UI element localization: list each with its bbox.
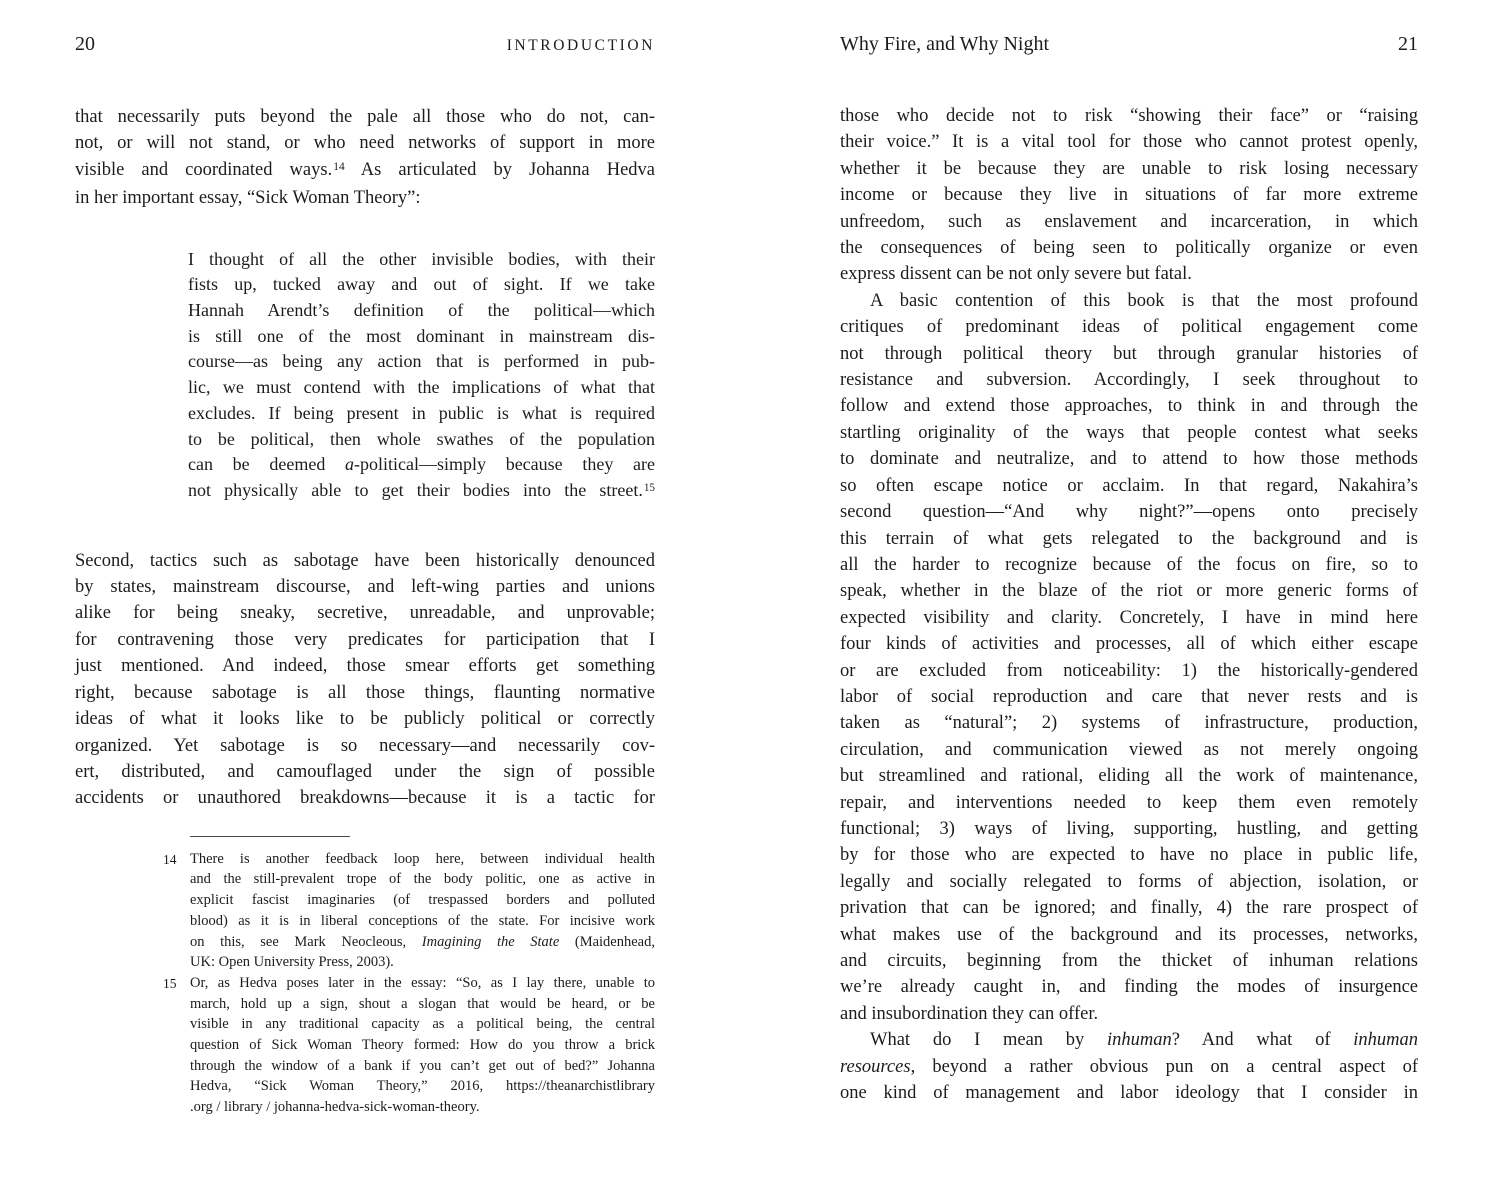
text-line: labor of social reproduction and care that never rests and is (840, 686, 1418, 707)
text-line: not physically able to get their bodies into the street.$^{15}$ (188, 479, 655, 500)
text-line: resources, beyond a rather obvious pun on a central aspect of (840, 1056, 1418, 1077)
footnote-14 (163, 849, 655, 973)
text-line: Or, as Hedva poses later in the essay: “So, as I lay there, unable to (190, 974, 655, 991)
text-line: by states, mainstream discourse, and left-wing parties and unions (75, 577, 655, 598)
footnote-number: 14 (163, 851, 177, 867)
text-line: course—as being any action that is performed in pub- (188, 351, 655, 372)
text-line: functional; 3) ways of living, supporting, hustling, and getting (840, 818, 1418, 839)
text-line: through the window of a bank if you can’t get out of bed?” Johanna (190, 1057, 655, 1074)
text-line: UK: Open University Press, 2003). (190, 954, 394, 971)
paragraph (840, 103, 1418, 288)
text-line: alike for being sneaky, secretive, unreadable, and unprovable; (75, 603, 655, 624)
text-line: visible in any traditional capacity as a political being, the central (190, 1016, 655, 1033)
text-line: four kinds of activities and processes, all of which either escape (840, 634, 1418, 655)
page-right (840, 33, 1418, 1106)
text-line: their voice.” It is a vital tool for those who cannot protest openly, (840, 132, 1418, 153)
text-line: we’re already caught in, and finding the modes of insurgence (840, 977, 1418, 998)
text-line: .org / library / johanna-hedva-sick-woman-theory. (190, 1099, 480, 1116)
text-line: expected visibility and clarity. Concretely, I have in mind here (840, 607, 1418, 628)
left-running-header (75, 33, 655, 57)
paragraph (75, 548, 655, 812)
text-line: and circuits, beginning from the thicket of inhuman relations (840, 951, 1418, 971)
text-line: one kind of management and labor ideology that I consider in (840, 1083, 1418, 1104)
right-body-text (840, 103, 1418, 1106)
text-line: to be political, then whole swathes of the population (188, 428, 655, 449)
text-line: accidents or unauthored breakdowns—because it is a tactic for (75, 788, 655, 809)
paragraph (840, 1027, 1418, 1106)
text-line: on this, see Mark Neocleous, Imagining the State (Maidenhead, (190, 933, 655, 950)
left-running-head: INTRODUCTION (506, 37, 655, 54)
text-line: not, or will not stand, or who need networks of support in more (75, 133, 655, 154)
paragraph (75, 104, 655, 212)
text-line: income or because they live in situations of far more extreme (840, 185, 1418, 206)
text-line: second question—“And why night?”—opens onto precisely (840, 502, 1418, 523)
text-line: legally and socially relegated to forms of abjection, isolation, or (840, 871, 1418, 892)
text-line: ert, distributed, and camouflaged under the sign of possible (75, 761, 655, 782)
footnote-text (190, 849, 655, 973)
text-line: excludes. If being present in public is what is required (188, 402, 655, 423)
text-line: for contravening those very predicates for participation that I (75, 629, 655, 650)
left-folio: 20 (75, 33, 95, 55)
blockquote (188, 247, 655, 507)
text-line: just mentioned. And indeed, those smear efforts get something (75, 656, 655, 677)
text-line: all the harder to recognize because of the focus on fire, so to (840, 554, 1418, 575)
text-line: to dominate and neutralize, and to attend to how those methods (840, 449, 1418, 470)
text-line: whether it be because they are unable to risk losing necessary (840, 158, 1418, 179)
text-line: Hannah Arendt’s definition of the political—which (188, 300, 655, 321)
footnotes-section (75, 836, 655, 1118)
text-line: can be deemed a-political—simply because they are (188, 454, 655, 475)
text-line: not through political theory but through granular histories of (840, 343, 1418, 364)
text-line: express dissent can be not only severe but fatal. (840, 264, 1192, 285)
text-line: and the still-prevalent trope of the body politic, one as active in (190, 871, 655, 888)
text-line: follow and extend those approaches, to think in and through the (840, 396, 1418, 417)
text-line: Second, tactics such as sabotage have been historically denounced (75, 550, 655, 571)
footnote-divider (190, 836, 350, 837)
text-line: There is another feedback loop here, between individual health (190, 850, 655, 867)
text-line: startling originality of the ways that people contest what seeks (840, 422, 1418, 443)
right-folio: 21 (1398, 33, 1418, 55)
text-line: but streamlined and rational, eliding all the work of maintenance, (840, 766, 1418, 787)
text-line: those who decide not to risk “showing their face” or “raising (840, 106, 1418, 126)
text-line: the consequences of being seen to politically organize or even (840, 238, 1418, 259)
text-line: question of Sick Woman Theory formed: How do you throw a brick (190, 1037, 655, 1054)
text-line: fists up, tucked away and out of sight. If we take (188, 274, 655, 295)
text-line: taken as “natural”; 2) systems of infrastructure, production, (840, 713, 1418, 734)
text-line: is still one of the most dominant in mainstream dis- (188, 325, 655, 346)
text-line: this terrain of what gets relegated to the background and is (840, 528, 1418, 549)
text-line: ideas of what it looks like to be publicly political or correctly (75, 709, 655, 730)
text-line: or are excluded from noticeability: 1) the historically-gendered (840, 660, 1418, 681)
text-line: organized. Yet sabotage is so necessary—and necessarily cov- (75, 735, 655, 756)
text-line: so often escape notice or acclaim. In that regard, Nakahira’s (840, 475, 1418, 496)
text-line: march, hold up a sign, shout a slogan that would be heard, or be (190, 995, 655, 1012)
right-running-header (840, 33, 1418, 56)
text-line: privation that can be ignored; and finally, 4) the rare prospect of (840, 898, 1418, 919)
text-line: and insubordination they can offer. (840, 1003, 1099, 1024)
text-line: explicit fascist imaginaries (of trespassed borders and polluted (190, 892, 655, 909)
text-line: A basic contention of this book is that the most profound (870, 290, 1418, 311)
text-line: speak, whether in the blaze of the riot or more generic forms of (840, 581, 1418, 602)
text-line: repair, and interventions needed to keep them even remotely (840, 792, 1418, 813)
text-line: Hedva, “Sick Woman Theory,” 2016, https://theanarchistlibrary (190, 1078, 655, 1095)
left-body-text (75, 104, 655, 812)
text-line: by for those who are expected to have no place in public life, (840, 845, 1418, 866)
text-line: in her important essay, “Sick Woman Theory”: (75, 188, 421, 209)
text-line: critiques of predominant ideas of political engagement come (840, 317, 1418, 338)
text-line: lic, we must contend with the implications of what that (188, 377, 655, 398)
text-line: resistance and subversion. Accordingly, I seek throughout to (840, 370, 1418, 391)
footnote-text (190, 973, 655, 1118)
text-line: right, because sabotage is all those things, flaunting normative (75, 682, 655, 703)
paragraph (840, 288, 1418, 1027)
footnote-number: 15 (163, 975, 177, 991)
text-line: unfreedom, such as enslavement and incarceration, in which (840, 211, 1418, 232)
page-left (75, 33, 655, 1118)
text-line: I thought of all the other invisible bodies, with their (188, 248, 655, 269)
text-line: what makes use of the background and its processes, networks, (840, 924, 1418, 945)
text-line: What do I mean by inhuman? And what of inhuman (870, 1030, 1418, 1051)
text-line: that necessarily puts beyond the pale all those who do not, can- (75, 107, 655, 127)
text-line: visible and coordinated ways.$^{14}$ As articulated by Johanna Hedva (75, 159, 655, 180)
text-line: circulation, and communication viewed as not merely ongoing (840, 739, 1418, 760)
footnote-15 (163, 973, 655, 1118)
text-line: blood) as it is in liberal conceptions of the state. For incisive work (190, 912, 655, 929)
right-running-head: Why Fire, and Why Night (840, 33, 1050, 55)
